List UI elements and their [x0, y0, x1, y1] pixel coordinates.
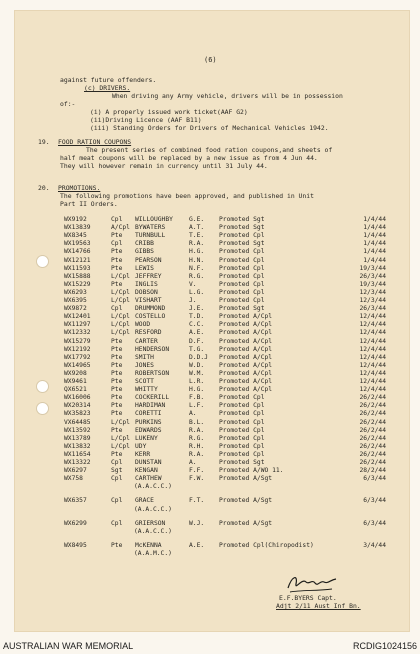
promotion-row [64, 289, 394, 297]
promotion-num: WX35823 [64, 410, 91, 418]
promotion-action: Promoted Sgt [219, 459, 265, 466]
drivers-heading: (c) DRIVERS. [84, 84, 131, 92]
promotion-init: W.J. [189, 519, 205, 527]
promotion-num: WX19563 [64, 240, 91, 248]
promotion-num: WX15888 [64, 272, 91, 280]
promotion-row [64, 257, 394, 265]
promotion-init: H.G. [189, 248, 205, 256]
food-line: The present series of combined food ration coupons,and sheets of [86, 146, 333, 154]
promotion-date: 26/2/44 [359, 442, 386, 450]
promotion-row [64, 216, 394, 224]
promotion-action: Promoted Sgt [219, 305, 265, 313]
drivers-item: (iii) Standing Orders for Drivers of Mechanical Vehicles 1942. [90, 124, 329, 132]
promotion-name: JONES [135, 361, 154, 369]
food-line: They will however remain in currency until 31 July 44. [60, 162, 268, 170]
promotion-num: WX12121 [64, 256, 91, 264]
promotion-num: WX6357 [64, 497, 87, 505]
promotion-name: UDY [135, 442, 147, 450]
promotion-name: DRUMMOND [135, 305, 166, 313]
promotion-action: Promoted Cpl [219, 434, 265, 442]
promotion-name: ROBERTSON [135, 369, 170, 377]
promotion-name: INGLIS [135, 280, 158, 288]
promotion-row [64, 338, 394, 346]
promotion-unit: (A.A.C.C.) [134, 483, 172, 491]
promotion-row [64, 346, 394, 354]
promotion-rank: L/Cpl [111, 272, 130, 280]
promotion-date: 26/2/44 [359, 434, 386, 442]
promotion-row [64, 329, 394, 337]
promotion-action: Promoted Cpl [219, 394, 265, 402]
promotion-row [64, 321, 394, 329]
promotion-action: Promoted Cpl [219, 426, 265, 434]
promotion-action: Promoted A/Cpl [219, 313, 273, 321]
promotion-action: Promoted A/Cpl [219, 321, 273, 329]
promotion-name: HENDERSON [135, 345, 170, 353]
promotion-date: 26/2/44 [359, 394, 386, 402]
promotion-name: RESFORD [135, 329, 162, 337]
promotion-num: VX64485 [64, 418, 91, 426]
promotion-rank: Pte [111, 410, 123, 418]
promotion-init: F.T. [189, 497, 205, 505]
promotion-action: Promoted Cpl [219, 272, 265, 280]
promotion-rank: Cpl [111, 497, 123, 505]
drivers-intro-2: of:- [60, 100, 76, 108]
promotion-action: Promoted Cpl [219, 264, 265, 272]
promotion-action: Promoted A/Cpl [219, 378, 273, 385]
promotion-rank: A/Cpl [111, 224, 130, 232]
promotion-rank: Pte [111, 248, 123, 256]
promotion-row [64, 232, 394, 240]
promotion-name: GRACE [135, 497, 154, 505]
promotion-action: Promoted Cpl [219, 288, 265, 296]
promotion-num: WX12332 [64, 329, 91, 337]
promotion-rank: Pte [111, 256, 123, 264]
promotion-row [64, 451, 394, 459]
promotion-init: H.N. [189, 256, 205, 264]
food-line: half meat coupons will be replaced by a new issue as from 4 Jun 44. [60, 154, 318, 162]
promotion-row [64, 305, 394, 313]
promotion-date: 26/2/44 [359, 402, 386, 410]
promotion-init: L.F. [189, 402, 205, 410]
promotion-init: T.E. [189, 232, 205, 240]
promotion-action: Promoted A/Sgt [219, 519, 273, 527]
promotion-name: WILLOUGHBY [135, 216, 173, 223]
promotion-date: 12/4/44 [359, 321, 386, 329]
promotion-rank: Pte [111, 369, 123, 377]
promotion-rank: L/Cpl [111, 313, 130, 321]
promotion-init: R.A. [189, 450, 205, 458]
promotion-date: 1/4/44 [363, 224, 386, 232]
promotion-rank: L/Cpl [111, 418, 130, 426]
promotion-date: 12/4/44 [359, 329, 386, 337]
promotion-num: WX6395 [64, 297, 87, 304]
promotion-num: WX15229 [64, 280, 91, 288]
promotion-row [64, 402, 394, 410]
promotion-num: WX13832 [64, 442, 91, 450]
promotion-init: R.G. [189, 434, 205, 442]
promotion-date: 1/4/44 [363, 232, 386, 240]
promotion-name: SMITH [135, 353, 154, 361]
footer-institution: AUSTRALIAN WAR MEMORIAL [3, 641, 134, 651]
promotion-action: Promoted Sgt [219, 216, 265, 223]
promotion-rank: Cpl [111, 216, 123, 223]
promotion-init: V. [189, 280, 197, 288]
promotion-init: T.D. [189, 313, 205, 321]
promotion-init: G.E. [189, 216, 205, 223]
promotion-rank: Pte [111, 394, 123, 402]
promotion-date: 12/4/44 [359, 345, 386, 353]
promotion-action: Promoted A/Cpl [219, 361, 273, 369]
promotion-rank: Pte [111, 541, 123, 549]
promotion-action: Promoted Cpl [219, 280, 265, 288]
promotion-rank: Pte [111, 450, 123, 458]
promotion-row [64, 542, 394, 550]
promotion-date: 12/4/44 [359, 378, 386, 385]
promotion-num: WX9192 [64, 216, 87, 223]
food-number: 19. [38, 138, 50, 146]
promotion-action: Promoted A/Cpl [219, 337, 273, 345]
promotion-row [64, 240, 394, 248]
promotion-date: 12/4/44 [359, 353, 386, 361]
promotion-num: WX12401 [64, 313, 91, 321]
promotion-num: WX6299 [64, 519, 87, 527]
promotion-action: Promoted A/Cpl [219, 345, 273, 353]
promotion-date: 19/3/44 [359, 264, 386, 272]
promotion-action: Promoted A/Sgt [219, 475, 273, 483]
promotion-action: Promoted Cpl [219, 410, 265, 418]
promotion-init: D.D.J [189, 353, 208, 361]
promotion-rank: L/Cpl [111, 434, 130, 442]
promotions-number: 20. [38, 184, 50, 192]
promotion-rank: Pte [111, 353, 123, 361]
promotion-init: A.E. [189, 541, 205, 549]
promotion-date: 26/3/44 [359, 305, 386, 313]
promotion-rank: Cpl [111, 475, 123, 483]
promotion-date: 12/4/44 [359, 361, 386, 369]
promotion-action: Promoted Cpl [219, 256, 265, 264]
promotion-rank: Pte [111, 386, 123, 394]
promotion-date: 26/2/44 [359, 459, 386, 466]
page-number: (6) [204, 56, 217, 64]
promotion-date: 26/2/44 [359, 410, 386, 418]
promotion-init: A. [189, 410, 197, 418]
promotion-rank: Sgt [111, 467, 123, 475]
promotion-init: W.D. [189, 361, 205, 369]
promotion-row [64, 475, 394, 483]
promotion-num: WX9461 [64, 378, 87, 385]
promotion-date: 1/4/44 [363, 216, 386, 223]
promotion-row [64, 443, 394, 451]
promotion-date: 12/3/44 [359, 288, 386, 296]
promotion-num: WX11593 [64, 264, 91, 272]
promotion-num: WX9872 [64, 305, 87, 313]
promotion-name: CARTHEW [135, 475, 162, 483]
promotion-action: Promoted Cpl [219, 450, 265, 458]
promotion-init: R.A. [189, 426, 205, 434]
promotion-row [64, 386, 394, 394]
promotion-action: Promoted Cpl(Chiropodist) [219, 541, 314, 549]
promotion-action: Promoted A/Sgt [219, 497, 273, 505]
promotions-intro-2: Part II Orders. [60, 200, 118, 208]
promotion-num: WX16006 [64, 394, 91, 402]
promotion-name: WHITTY [135, 386, 158, 394]
promotion-action: Promoted Sgt [219, 224, 265, 232]
promotion-date: 6/3/44 [363, 497, 386, 505]
promotion-row [64, 370, 394, 378]
promotion-num: WX8345 [64, 232, 87, 240]
promotion-name: CARTER [135, 337, 158, 345]
promotion-name: CRIBB [135, 240, 154, 248]
promotion-num: QX6521 [64, 386, 87, 394]
promotion-date: 12/4/44 [359, 386, 386, 394]
promotion-unit: (A.A.C.C.) [134, 527, 172, 535]
promotion-name: LEWIS [135, 264, 154, 272]
promotion-date: 12/4/44 [359, 313, 386, 321]
promotion-init: J.E. [189, 305, 205, 313]
promotion-action: Promoted Cpl [219, 248, 265, 256]
promotion-num: WX13839 [64, 224, 91, 232]
promotion-row [64, 419, 394, 427]
drivers-item: (ii)Driving Licence (AAF B11) [90, 116, 202, 124]
paper-page [14, 10, 410, 632]
promotion-date: 19/3/44 [359, 280, 386, 288]
promotion-num: WX758 [64, 475, 83, 483]
drivers-intro: When driving any Army vehicle, drivers will be in possession [112, 92, 343, 100]
promotion-row [64, 362, 394, 370]
archive-footer [0, 640, 420, 654]
promotion-unit: (A.A.C.C.) [134, 505, 172, 513]
promotion-name: SCOTT [135, 378, 154, 385]
drivers-item: (i) A properly issued work ticket(AAF G2) [90, 108, 248, 116]
promotion-name: DOBSON [135, 288, 158, 296]
signature-name: E.F.BYERS Capt. [279, 594, 337, 602]
promotion-num: WX13592 [64, 426, 91, 434]
food-heading: FOOD RATION COUPONS [58, 138, 132, 146]
promotion-init: F.B. [189, 394, 205, 402]
promotion-rank: Cpl [111, 305, 123, 313]
promotion-rank: L/Cpl [111, 297, 130, 304]
promotion-init: R.H. [189, 442, 205, 450]
promotion-row [64, 394, 394, 402]
promotion-row [64, 410, 394, 418]
promotion-date: 1/4/44 [363, 248, 386, 256]
promotion-row [64, 435, 394, 443]
promotion-row [64, 248, 394, 256]
promotion-num: WX6297 [64, 467, 87, 475]
promotion-rank: L/Cpl [111, 321, 130, 329]
promotion-date: 28/2/44 [359, 467, 386, 475]
promotion-rank: Pte [111, 378, 123, 385]
promotion-rank: Pte [111, 402, 123, 410]
promotion-name: COSTELLO [135, 313, 166, 321]
promotion-action: Promoted Cpl [219, 418, 265, 426]
promotion-init: J. [189, 297, 197, 304]
promotion-unit: (A.A.M.C.) [134, 549, 172, 557]
promotion-rank: Pte [111, 264, 123, 272]
promotion-rank: Pte [111, 345, 123, 353]
promotion-name: PURKINS [135, 418, 162, 426]
promotion-init: L.R. [189, 378, 205, 385]
promotion-num: WX11654 [64, 450, 91, 458]
promotion-name: TURNBULL [135, 232, 166, 240]
promotion-action: Promoted Cpl [219, 232, 265, 240]
promotion-rank: Pte [111, 280, 123, 288]
promotion-action: Promoted Cpl [219, 297, 265, 304]
promotion-action: Promoted Cpl [219, 402, 265, 410]
page-content [14, 10, 410, 632]
promotion-num: WX20314 [64, 402, 91, 410]
promotion-name: WOOD [135, 321, 151, 329]
promotion-name: PEARSON [135, 256, 162, 264]
promotion-rank: Pte [111, 426, 123, 434]
promotion-init: F.W. [189, 475, 205, 483]
promotion-row [64, 520, 394, 528]
promotion-num: WX14965 [64, 361, 91, 369]
promotion-action: Promoted A/Cpl [219, 353, 273, 361]
promotion-num: WX17792 [64, 353, 91, 361]
promotion-num: WX6293 [64, 288, 87, 296]
promotion-rank: Cpl [111, 459, 123, 466]
promotion-row [64, 265, 394, 273]
promotion-action: Promoted A/Cpl [219, 386, 273, 394]
promotion-rank: Pte [111, 361, 123, 369]
promotion-date: 1/4/44 [363, 256, 386, 264]
promotion-rank: L/Cpl [111, 442, 130, 450]
promotion-name: DUNSTAN [135, 459, 162, 466]
promotion-date: 26/3/44 [359, 272, 386, 280]
promotion-name: McKENNA [135, 541, 162, 549]
promotion-init: A.E. [189, 329, 205, 337]
promotion-date: 3/4/44 [363, 541, 386, 549]
promotion-date: 12/4/44 [359, 369, 386, 377]
promotion-row [64, 459, 394, 467]
promotion-num: WX13322 [64, 459, 91, 466]
promotion-date: 26/2/44 [359, 418, 386, 426]
promotion-date: 6/3/44 [363, 475, 386, 483]
promotion-name: GIBBS [135, 248, 154, 256]
promotion-date: 26/2/44 [359, 426, 386, 434]
promotion-init: A. [189, 459, 197, 466]
promotion-row [64, 497, 394, 505]
promotion-row [64, 467, 394, 475]
promotion-rank: Cpl [111, 240, 123, 248]
promotion-row [64, 313, 394, 321]
promotion-num: WX13789 [64, 434, 91, 442]
promotion-init: R.G. [189, 272, 205, 280]
promotion-date: 6/3/44 [363, 519, 386, 527]
promotion-date: 1/4/44 [363, 240, 386, 248]
promotion-row [64, 427, 394, 435]
promotion-name: EDWARDS [135, 426, 162, 434]
promotion-init: F.F. [189, 467, 205, 475]
promotion-action: Promoted A/Cpl [219, 369, 273, 377]
promotion-name: HARDIMAN [135, 402, 166, 410]
promotion-rank: Pte [111, 232, 123, 240]
promotion-num: WX15279 [64, 337, 91, 345]
promotion-date: 12/4/44 [359, 337, 386, 345]
promotion-init: W.M. [189, 369, 205, 377]
promotion-num: WX14766 [64, 248, 91, 256]
promotion-name: BYWATERS [135, 224, 166, 232]
promotion-name: GRIERSON [135, 519, 166, 527]
promotion-init: B.L. [189, 418, 205, 426]
promotion-row [64, 224, 394, 232]
promotion-name: JEFFREY [135, 272, 162, 280]
footer-record-id: RCDIG1024156 [352, 641, 417, 651]
promotion-init: N.F. [189, 264, 205, 272]
promotion-row [64, 378, 394, 386]
promotion-date: 12/3/44 [359, 297, 386, 304]
promotion-init: D.F. [189, 337, 205, 345]
continued-text: against future offenders. [60, 76, 157, 84]
promotion-row [64, 354, 394, 362]
promotion-rank: L/Cpl [111, 288, 130, 296]
promotion-init: C.C. [189, 321, 205, 329]
promotion-num: WX9208 [64, 369, 87, 377]
promotion-num: WX11297 [64, 321, 91, 329]
promotion-name: COCKERILL [135, 394, 170, 402]
promotion-name: KENGAN [135, 467, 158, 475]
promotion-num: WX12192 [64, 345, 91, 353]
signature-title: Adjt 2/11 Aust Inf Bn. [276, 602, 361, 610]
promotion-row [64, 297, 394, 305]
promotion-row [64, 281, 394, 289]
promotion-num: WX8495 [64, 541, 87, 549]
promotion-rank: L/Cpl [111, 329, 130, 337]
promotion-name: CORETTI [135, 410, 162, 418]
promotions-heading: PROMOTIONS. [58, 184, 101, 192]
promotion-date: 26/2/44 [359, 450, 386, 458]
promotion-init: A.T. [189, 224, 205, 232]
promotion-rank: Pte [111, 337, 123, 345]
promotion-action: Promoted Cpl [219, 442, 265, 450]
promotion-name: KERR [135, 450, 151, 458]
promotion-action: Promoted A/Cpl [219, 329, 273, 337]
promotions-intro: The following promotions have been approved, and published in Unit [60, 192, 314, 200]
promotion-action: Promoted Sgt [219, 240, 265, 248]
promotion-rank: Cpl [111, 519, 123, 527]
promotion-init: L.G. [189, 288, 205, 296]
promotion-action: Promoted A/WO 11. [219, 467, 284, 475]
promotion-name: VISHART [135, 297, 162, 304]
promotion-init: H.G. [189, 386, 205, 394]
promotion-init: T.G. [189, 345, 205, 353]
promotion-row [64, 273, 394, 281]
promotion-name: LUKENY [135, 434, 158, 442]
promotion-init: R.A. [189, 240, 205, 248]
